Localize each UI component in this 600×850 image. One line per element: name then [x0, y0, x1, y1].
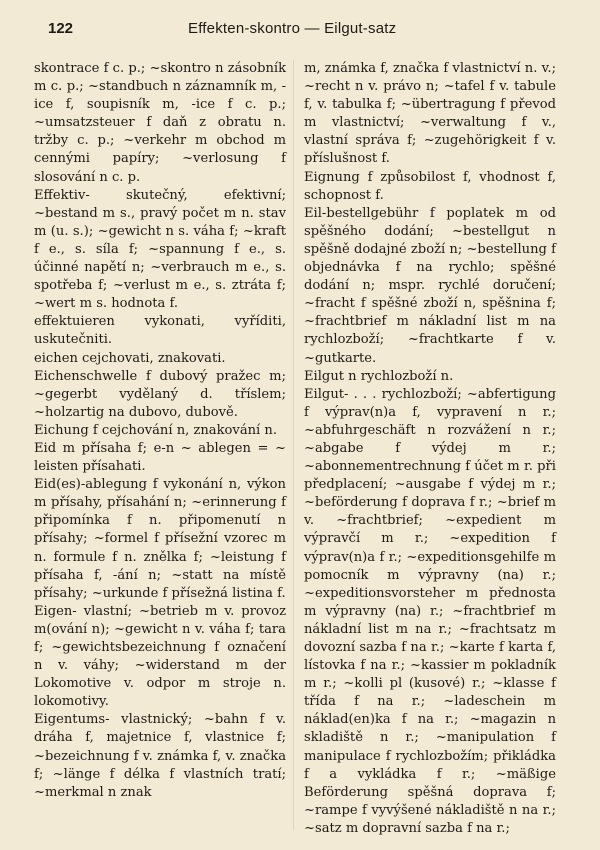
entry: Eid m přísaha f; e-n ~ ablegen = ~ leisten přísahati. [34, 440, 286, 475]
entry: Eigen- vlastní; ~betrieb m v. provoz m(ování n); ~gewicht n v. váha f; tara f; ~gewichtsbezeichnung f označení n v. váhy; ~widerstand m der Lokomotive v. odpor m stroje n. lokomotivy. [34, 603, 286, 710]
entry: Eignung f způsobilost f, vhodnost f, schopnost f. [304, 169, 556, 203]
entry: skontrace f c. p.; ~skontro n zásobník m c. p.; ~standbuch n záznamník m, -ice f, soupisník m, -ice f c. p.; ~umsatzsteuer f daň z obratu n. tržby c. p.; ~verkehr m obchod m cennými papíry; ~verlosung f slosování n c. p. [34, 61, 286, 185]
entry: m, známka f, značka f vlastnictví n. v.; ~recht n v. právo n; ~tafel f v. tabule f, v. tabulka f; ~übertragung f převod m vlastnictví; ~verwaltung f v., vlastní správa f; ~zugehörigkeit f v. příslušnost f. [304, 61, 556, 167]
entry: Effektiv- skutečný, efektivní; ~bestand m s., pravý počet m n. stav m (u. s.); ~gewicht n s. váha f; ~kraft f e., s. síla f; ~spannung f e., s. účinné napětí n; ~verbrauch m e., s. spotřeba f; ~verlust m e., s. ztráta f; ~wert m s. hodnota f. [34, 187, 286, 312]
entry: Eigentums- vlastnický; ~bahn f v. dráha f, majetnice f, vlastnice f; ~bezeichnung f v. známka f, v. značka f; ~länge f délka f vlastních tratí; ~merkmal n znak [34, 712, 286, 800]
entry: Eilgut n rychlozboží n. [304, 368, 454, 384]
entry: eichen cejchovati, znakovati. [34, 350, 226, 366]
left-column [34, 60, 286, 802]
entry: Eichenschwelle f dubový pražec m; ~gegerbt vydělaný d. tříslem; ~holzartig na dubovo, dubově. [34, 368, 286, 420]
entry: Eid(es)-ablegung f vykonání n, výkon m přísahy, přísahání n; ~erinnerung f připomínka f n. připomenutí n přísahy; ~formel f přísežní vzorec m n. formule f n. znělka f; ~leistung f přísaha f, -ání n; ~statt na místě přísahy; ~urkunde f přísežná listina f. [34, 477, 286, 601]
page-number: 122 [48, 20, 74, 37]
entry: Eil-bestellgebühr f poplatek m od spěšného dodání; ~bestellgut n spěšně dodajné zboží n; ~bestellung f objednávka f na rychlo; spěšné dodání n; mspr. rychlé doručení; ~fracht f spěšné zboží n, spěšnina f; ~frachtbrief m nákladní list m na rychlozboží; ~frachtkarte f v. ~gutkarte. [304, 205, 556, 366]
page-header [48, 18, 558, 42]
entry: effektuieren vykonati, vyříditi, uskutečniti. [34, 314, 286, 348]
column-divider [293, 60, 294, 830]
entry: Eilgut- . . . rychlozboží; ~abfertigung f výprav(n)a f, vypravení n r.; ~abfuhrgeschäft n rozvážení n r.; ~abgabe f výdej m r.; ~abonnementrechnung f účet m r. při předplacení; ~ausgabe f výdej m r.; ~beförderung f doprava f r.; ~brief m v. ~frachtbrief; ~expedient m výpravčí m r.; ~expedition f výprav(n)a f r.; ~expeditionsgehilfe m pomocník m výpravny (na) r.; ~expeditionsvorsteher m přednosta m výpravny (na) r.; ~frachtbrief m nákladní list m na r.; ~frachtsatz m dovozní sazba f na r.; ~karte f karta f, lístovka f na r.; ~kassier m pokladník m r.; ~kolli pl (kusové) r.; ~klasse f třída f na r.; ~ladeschein m náklad(en)ka f na r.; ~magazin n skladiště n r.; ~manipulation f manipulace f rychlozbožím; přikládka f a vykládka f r.; ~mäßige Beförderung spěšná doprava f; ~rampe f vyvýšené nákladiště n na r.; ~satz m dopravní sazba f na r.; [304, 386, 556, 836]
right-column [304, 60, 556, 838]
entry: Eichung f cejchování n, znakování n. [34, 422, 278, 438]
running-head: Effekten-skontro — Eilgut-satz [188, 20, 397, 37]
